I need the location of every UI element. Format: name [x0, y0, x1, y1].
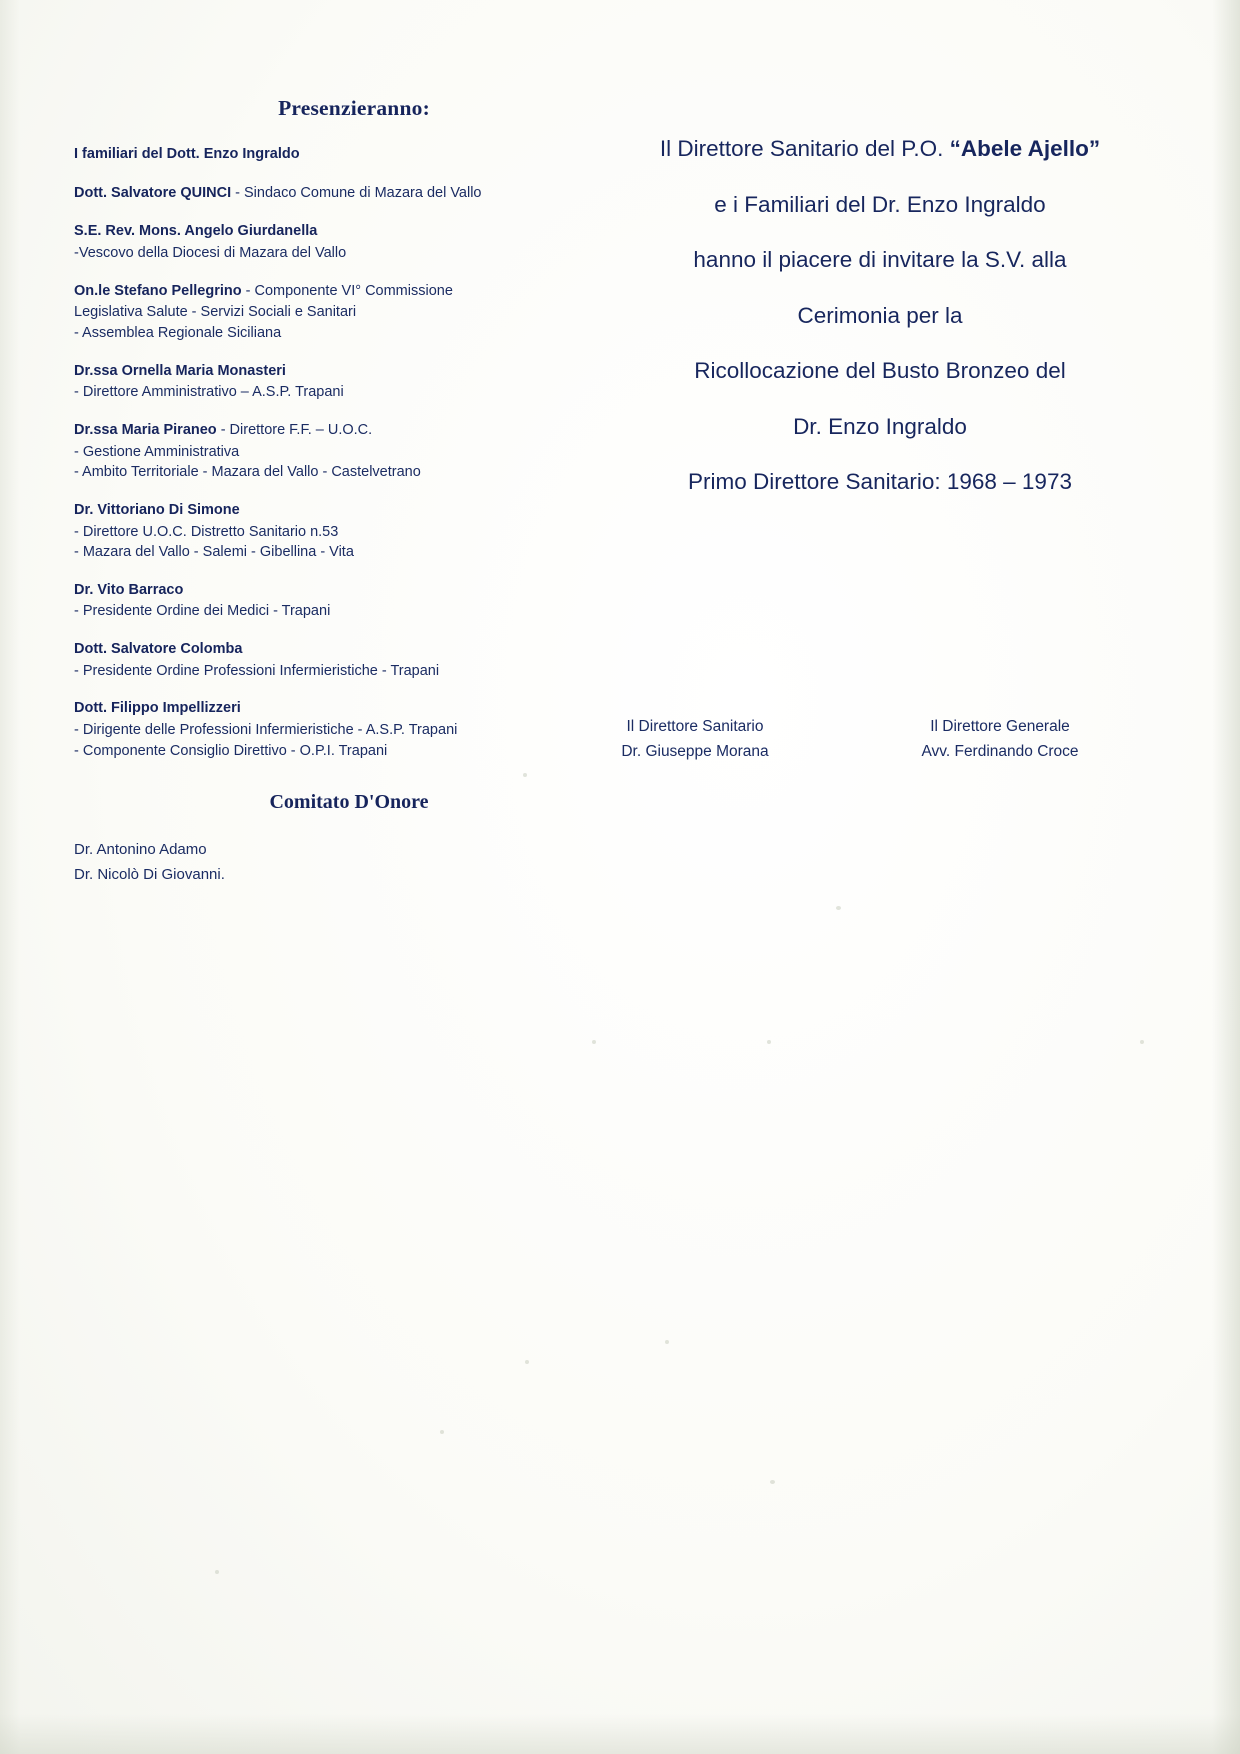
attendee-role-line: - Presidente Ordine Professioni Infermieristiche - Trapani: [74, 662, 440, 679]
signature-name: Dr. Giuseppe Morana: [621, 743, 769, 760]
paper-edge-right: [1212, 0, 1240, 1754]
signature-role: Il Direttore Generale: [930, 718, 1070, 735]
paper-speck: [767, 1040, 771, 1044]
attendee-role-inline: - Componente VI° Commissione: [241, 282, 453, 299]
honor-committee-title: Comitato D'Onore: [269, 791, 429, 814]
attendee-name: Dr.ssa Ornella Maria Monasteri: [74, 362, 286, 379]
paper-edge-bottom: [0, 1714, 1240, 1754]
attendee-entry: [74, 360, 564, 403]
paper-speck: [440, 1430, 444, 1434]
invitation-line-pre: Il Direttore Sanitario del P.O.: [659, 136, 950, 161]
attendee-entry: [74, 182, 564, 205]
signature-general-director: [860, 718, 1140, 761]
attendee-name: Dott. Salvatore QUINCI: [74, 184, 232, 201]
paper-speck: [836, 906, 841, 910]
attendee-role-line: Legislativa Salute - Servizi Sociali e Sanitari: [74, 304, 357, 321]
attendee-name: I familiari del Dott. Enzo Ingraldo: [74, 146, 300, 162]
paper-speck: [525, 1360, 529, 1364]
venue-name: “Abele Ajello”: [949, 136, 1101, 161]
paper-speck: [770, 1480, 775, 1484]
attendee-role-inline: - Sindaco Comune di Mazara del Vallo: [231, 184, 482, 201]
invitation-line: [600, 138, 1160, 161]
signature-name: Avv. Ferdinando Croce: [921, 743, 1079, 760]
attendee-entry: [74, 638, 564, 681]
attendee-name: On.le Stefano Pellegrino: [74, 282, 242, 299]
attendee-role-line: - Direttore U.O.C. Distretto Sanitario n.53: [74, 523, 339, 540]
honor-committee-member: Dr. Nicolò Di Giovanni.: [74, 865, 225, 883]
attendee-role-inline: - Direttore F.F. – U.O.C.: [216, 421, 373, 438]
paper-speck: [592, 1040, 596, 1044]
paper-speck: [665, 1340, 669, 1344]
attendee-name: Dr.ssa Maria Piraneo: [74, 421, 217, 438]
attendee-entry: [74, 579, 564, 622]
invitation-line: Dr. Enzo Ingraldo: [793, 413, 967, 439]
attendee-entry: [74, 280, 564, 344]
attendee-role-line: - Dirigente delle Professioni Infermieristiche - A.S.P. Trapani: [74, 721, 458, 738]
attendee-role-line: - Assemblea Regionale Siciliana: [74, 325, 282, 342]
attendees-column: [74, 96, 564, 888]
honor-committee-member: Dr. Antonino Adamo: [74, 841, 207, 859]
invitation-line: e i Familiari del Dr. Enzo Ingraldo: [714, 191, 1046, 217]
attendee-name: Dr. Vittoriano Di Simone: [74, 501, 240, 518]
paper-speck: [1140, 1040, 1144, 1044]
invitation-text: [600, 138, 1160, 527]
invitation-line: Primo Direttore Sanitario: 1968 – 1973: [688, 469, 1072, 494]
invitation-line: Cerimonia per la: [797, 302, 963, 328]
attendee-name: S.E. Rev. Mons. Angelo Giurdanella: [74, 223, 318, 240]
attendee-role-line: - Direttore Amministrativo – A.S.P. Trapani: [74, 384, 344, 401]
invitation-line: Ricollocazione del Busto Bronzeo del: [694, 358, 1066, 383]
attendee-name: Dott. Salvatore Colomba: [74, 640, 243, 657]
attendee-role-line: - Presidente Ordine dei Medici - Trapani: [74, 603, 331, 620]
attendee-entry: [74, 499, 564, 563]
attendee-entry: [74, 220, 564, 263]
signature-health-director: [560, 718, 830, 761]
attendee-entry: [74, 697, 564, 761]
attendee-name: Dott. Filippo Impellizzeri: [74, 700, 241, 717]
attendee-role-line: - Mazara del Vallo - Salemi - Gibellina - Vita: [74, 544, 354, 561]
attendee-entry: [74, 419, 564, 483]
attendees-title: Presenzieranno:: [278, 96, 430, 120]
invitation-line: hanno il piacere di invitare la S.V. alla: [693, 247, 1067, 272]
attendee-role-line: -Vescovo della Diocesi di Mazara del Vallo: [74, 245, 347, 262]
signature-role: Il Direttore Sanitario: [626, 718, 764, 735]
attendee-role-line: - Componente Consiglio Direttivo - O.P.I. Trapani: [74, 742, 388, 759]
paper-edge-left: [0, 0, 20, 1754]
attendee-role-line: - Gestione Amministrativa: [74, 443, 240, 460]
attendee-name: Dr. Vito Barraco: [74, 581, 184, 598]
attendee-role-line: - Ambito Territoriale - Mazara del Vallo - Castelvetrano: [74, 464, 421, 481]
paper-speck: [215, 1570, 219, 1574]
attendee-entry: [74, 143, 564, 166]
